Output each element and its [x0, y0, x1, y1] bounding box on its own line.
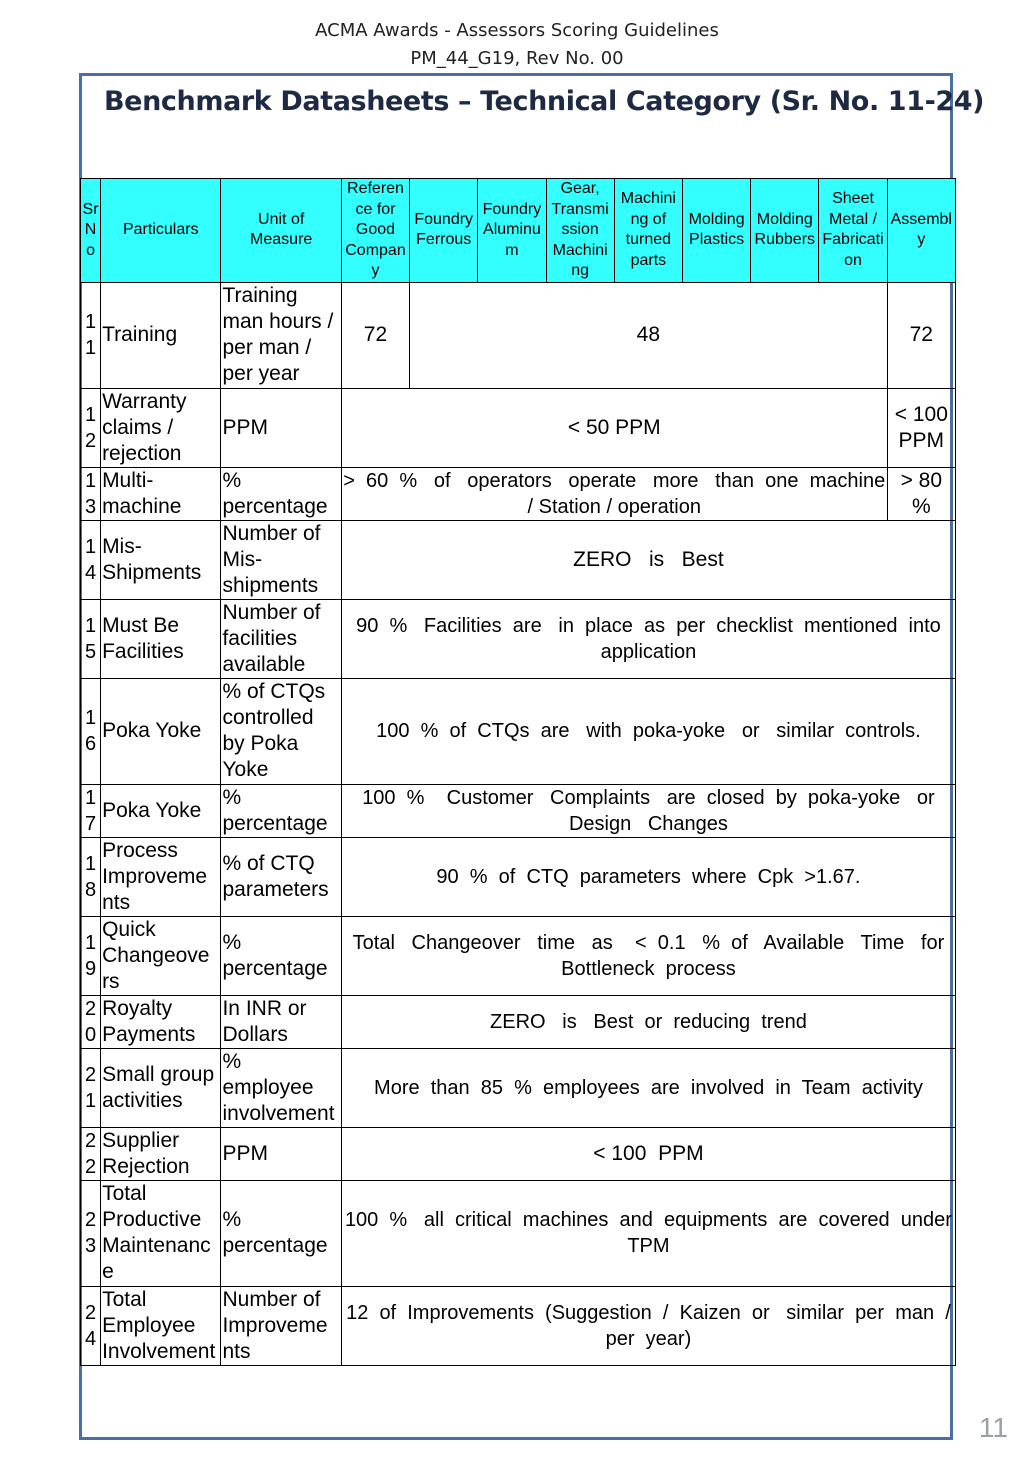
row-benchmark-value: 100 % Customer Complaints are closed by poka-yoke or Design Changes [341, 784, 955, 837]
row-particulars: Royalty Payments [101, 995, 221, 1048]
table-row [81, 784, 956, 837]
row-benchmark-value: > 60 % of operators operate more than one machine / Station / operation [341, 467, 887, 520]
table-header-row [81, 179, 956, 283]
row-benchmark-value: 100 % of CTQs are with poka-yoke or similar controls. [341, 678, 955, 784]
row-particulars: Total Productive Maintenanc e [101, 1180, 221, 1286]
row-sr: 1 6 [81, 678, 101, 784]
row-sr: 1 8 [81, 837, 101, 916]
row-particulars: Warranty claims / rejection [101, 388, 221, 467]
col-header-sheet-metal: Sheet Metal / Fabricati on [819, 179, 887, 283]
row-particulars: Must Be Facilities [101, 599, 221, 678]
table-row [81, 1048, 956, 1127]
row-benchmark-value: 12 of Improvements (Suggestion / Kaizen or similar per man / per year) [341, 1286, 955, 1365]
row-unit: % percentage [221, 784, 341, 837]
row-benchmark-value: 90 % of CTQ parameters where Cpk >1.67. [341, 837, 955, 916]
row-unit: PPM [221, 388, 341, 467]
col-header-sr: Sr N o [81, 179, 101, 283]
row-benchmark-value: 100 % all critical machines and equipments are covered under TPM [341, 1180, 955, 1286]
row-particulars: Quick Changeove rs [101, 916, 221, 995]
row-benchmark-value: More than 85 % employees are involved in Team activity [341, 1048, 955, 1127]
row-unit: % employee involvement [221, 1048, 341, 1127]
row-benchmark-value: Total Changeover time as < 0.1 % of Available Time for Bottleneck process [341, 916, 955, 995]
row-unit: % of CTQs controlled by Poka Yoke [221, 678, 341, 784]
row-sr: 1 4 [81, 520, 101, 599]
row-sr: 1 2 [81, 388, 101, 467]
row-particulars: Small group activities [101, 1048, 221, 1127]
row-unit: PPM [221, 1127, 341, 1180]
page-number: 11 [978, 1412, 1008, 1443]
table-row [81, 1286, 956, 1365]
table-row [81, 916, 956, 995]
row-benchmark-value: < 100 PPM [341, 1127, 955, 1180]
row-unit: % percentage [221, 916, 341, 995]
row-unit: % percentage [221, 1180, 341, 1286]
table-row [81, 837, 956, 916]
row-unit: Number of Improveme nts [221, 1286, 341, 1365]
row-sr: 2 3 [81, 1180, 101, 1286]
row-unit: % percentage [221, 467, 341, 520]
row-sr: 2 2 [81, 1127, 101, 1180]
row-particulars: Poka Yoke [101, 678, 221, 784]
col-header-gear: Gear, Transmi ssion Machini ng [546, 179, 614, 283]
row-assembly-value: < 100 PPM [887, 388, 955, 467]
row-particulars: Poka Yoke [101, 784, 221, 837]
row-benchmark-value: 90 % Facilities are in place as per checklist mentioned into application [341, 599, 955, 678]
col-header-reference: Referen ce for Good Compan y [341, 179, 409, 283]
col-header-particulars: Particulars [101, 179, 221, 283]
table-row [81, 1180, 956, 1286]
table-row [81, 388, 956, 467]
row-benchmark-value: ZERO is Best [341, 520, 955, 599]
table-row [81, 678, 956, 784]
row-sr: 1 1 [81, 282, 101, 388]
row-sr: 1 7 [81, 784, 101, 837]
document-header-title: ACMA Awards - Assessors Scoring Guidelines [315, 20, 719, 41]
row-sr: 1 9 [81, 916, 101, 995]
row-particulars: Multi- machine [101, 467, 221, 520]
row-sr: 1 3 [81, 467, 101, 520]
document-header-ref: PM_44_G19, Rev No. 00 [410, 48, 624, 69]
benchmark-table [80, 178, 956, 1366]
table-row [81, 520, 956, 599]
row-particulars: Mis- Shipments [101, 520, 221, 599]
row-unit: Number of Mis- shipments [221, 520, 341, 599]
col-header-unit: Unit of Measure [221, 179, 341, 283]
row-particulars: Supplier Rejection [101, 1127, 221, 1180]
row-unit: In INR or Dollars [221, 995, 341, 1048]
table-row [81, 282, 956, 388]
row-particulars: Process Improveme nts [101, 837, 221, 916]
table-row [81, 599, 956, 678]
table-row [81, 1127, 956, 1180]
row-benchmark-value: 48 [410, 282, 888, 388]
row-unit: Training man hours / per man / per year [221, 282, 341, 388]
table-row [81, 467, 956, 520]
row-sr: 2 1 [81, 1048, 101, 1127]
row-sr: 2 0 [81, 995, 101, 1048]
col-header-molding-plastics: Molding Plastics [682, 179, 750, 283]
row-particulars: Training [101, 282, 221, 388]
col-header-turned-parts: Machini ng of turned parts [614, 179, 682, 283]
row-unit: Number of facilities available [221, 599, 341, 678]
page-title: Benchmark Datasheets – Technical Category (Sr. No. 11-24) [104, 86, 985, 117]
row-unit: % of CTQ parameters [221, 837, 341, 916]
row-assembly-value: 72 [887, 282, 955, 388]
table-row [81, 995, 956, 1048]
row-assembly-value: > 80 % [887, 467, 955, 520]
col-header-foundry-aluminium: Foundry Aluminu m [478, 179, 546, 283]
row-particulars: Total Employee Involvement [101, 1286, 221, 1365]
col-header-molding-rubbers: Molding Rubbers [751, 179, 819, 283]
col-header-assembly: Assembl y [887, 179, 955, 283]
row-sr: 1 5 [81, 599, 101, 678]
row-benchmark-value: ZERO is Best or reducing trend [341, 995, 955, 1048]
col-header-foundry-ferrous: Foundry Ferrous [410, 179, 478, 283]
row-sr: 2 4 [81, 1286, 101, 1365]
row-reference-value: 72 [341, 282, 409, 388]
row-benchmark-value: < 50 PPM [341, 388, 887, 467]
